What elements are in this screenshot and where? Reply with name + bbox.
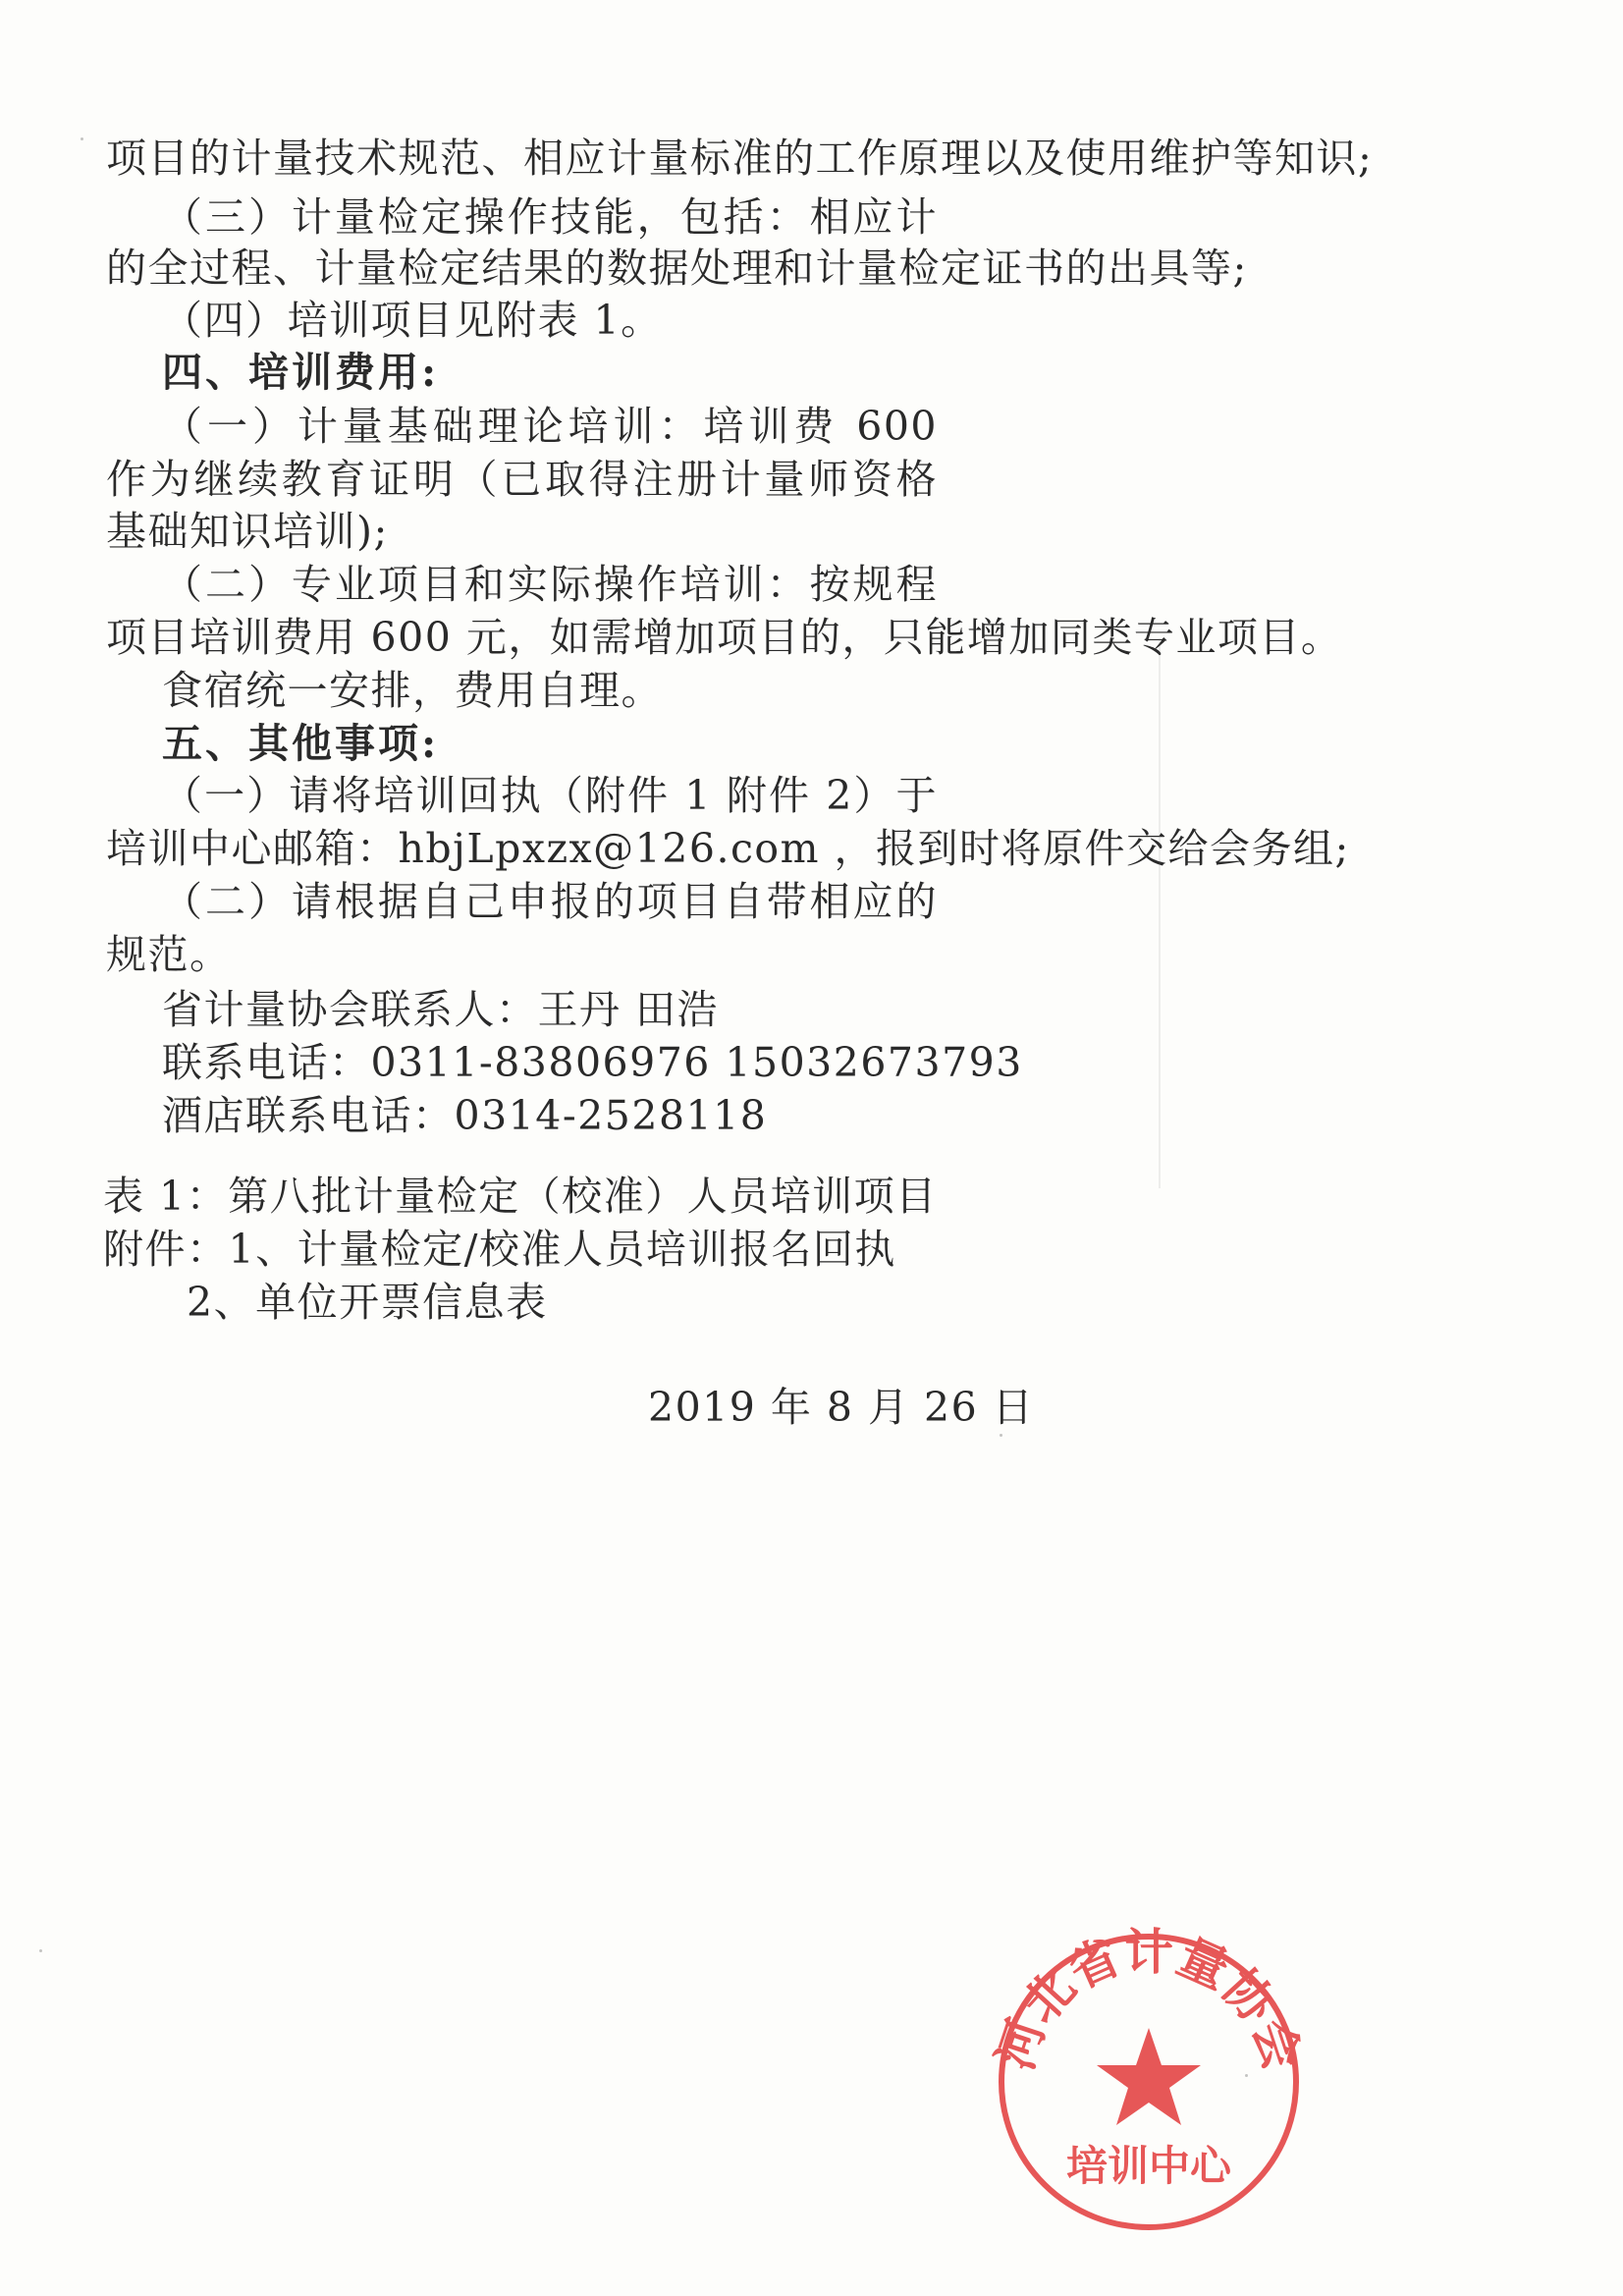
attachment-line: 附件：1、计量检定/校准人员培训报名回执 — [103, 1226, 896, 1273]
section-heading: 四、培训费用: — [162, 349, 440, 396]
text-line: （一）请将培训回执（附件 1 附件 2）于 — [162, 772, 938, 819]
contact-phone: 联系电话：0311-83806976 15032673793 — [162, 1039, 1023, 1086]
text-line: （四）培训项目见附表 1。 — [162, 297, 663, 344]
text-line: （二）专业项目和实际操作培训：按规程 — [162, 561, 938, 608]
text-line: （二）请根据自己申报的项目自带相应的 — [162, 878, 938, 925]
section-heading: 五、其他事项: — [162, 720, 440, 767]
scan-speck — [81, 137, 83, 140]
text-line: 作为继续教育证明（已取得注册计量师资格 — [106, 456, 938, 503]
contact-person: 省计量协会联系人：王丹 田浩 — [162, 986, 720, 1033]
text-line: （三）计量检定操作技能，包括：相应计 — [162, 193, 938, 241]
seal-text-bottom: 培训中心 — [1065, 2142, 1232, 2190]
hotel-phone: 酒店联系电话：0314-2528118 — [162, 1092, 768, 1139]
scan-speck — [39, 1949, 42, 1952]
scan-artifact — [1159, 638, 1161, 1188]
text-line: 食宿统一安排，费用自理。 — [162, 667, 663, 714]
text-line: 项目培训费用 600 元，如需增加项目的，只能增加同类专业项目。 — [106, 614, 1343, 661]
text-line: 的全过程、计量检定结果的数据处理和计量检定证书的出具等; — [106, 245, 1248, 292]
text-line: （一）计量基础理论培训：培训费 600 — [162, 403, 938, 450]
seal-text-top: 河北省计量协会 — [985, 1923, 1313, 2077]
attachment-line: 2、单位开票信息表 — [187, 1279, 548, 1326]
document-date: 2019 年 8 月 26 日 — [648, 1384, 1035, 1431]
table-reference: 表 1：第八批计量检定（校准）人员培训项目 — [103, 1173, 938, 1220]
star-icon — [1097, 2028, 1201, 2125]
text-line: 培训中心邮箱：hbjLpxzx@126.com ，报到时将原件交给会务组; — [106, 825, 1350, 872]
text-line: 项目的计量技术规范、相应计量标准的工作原理以及使用维护等知识; — [106, 135, 1374, 182]
text-line: 规范。 — [106, 931, 232, 978]
official-seal — [982, 1920, 1316, 2234]
text-line: 基础知识培训); — [106, 508, 389, 555]
